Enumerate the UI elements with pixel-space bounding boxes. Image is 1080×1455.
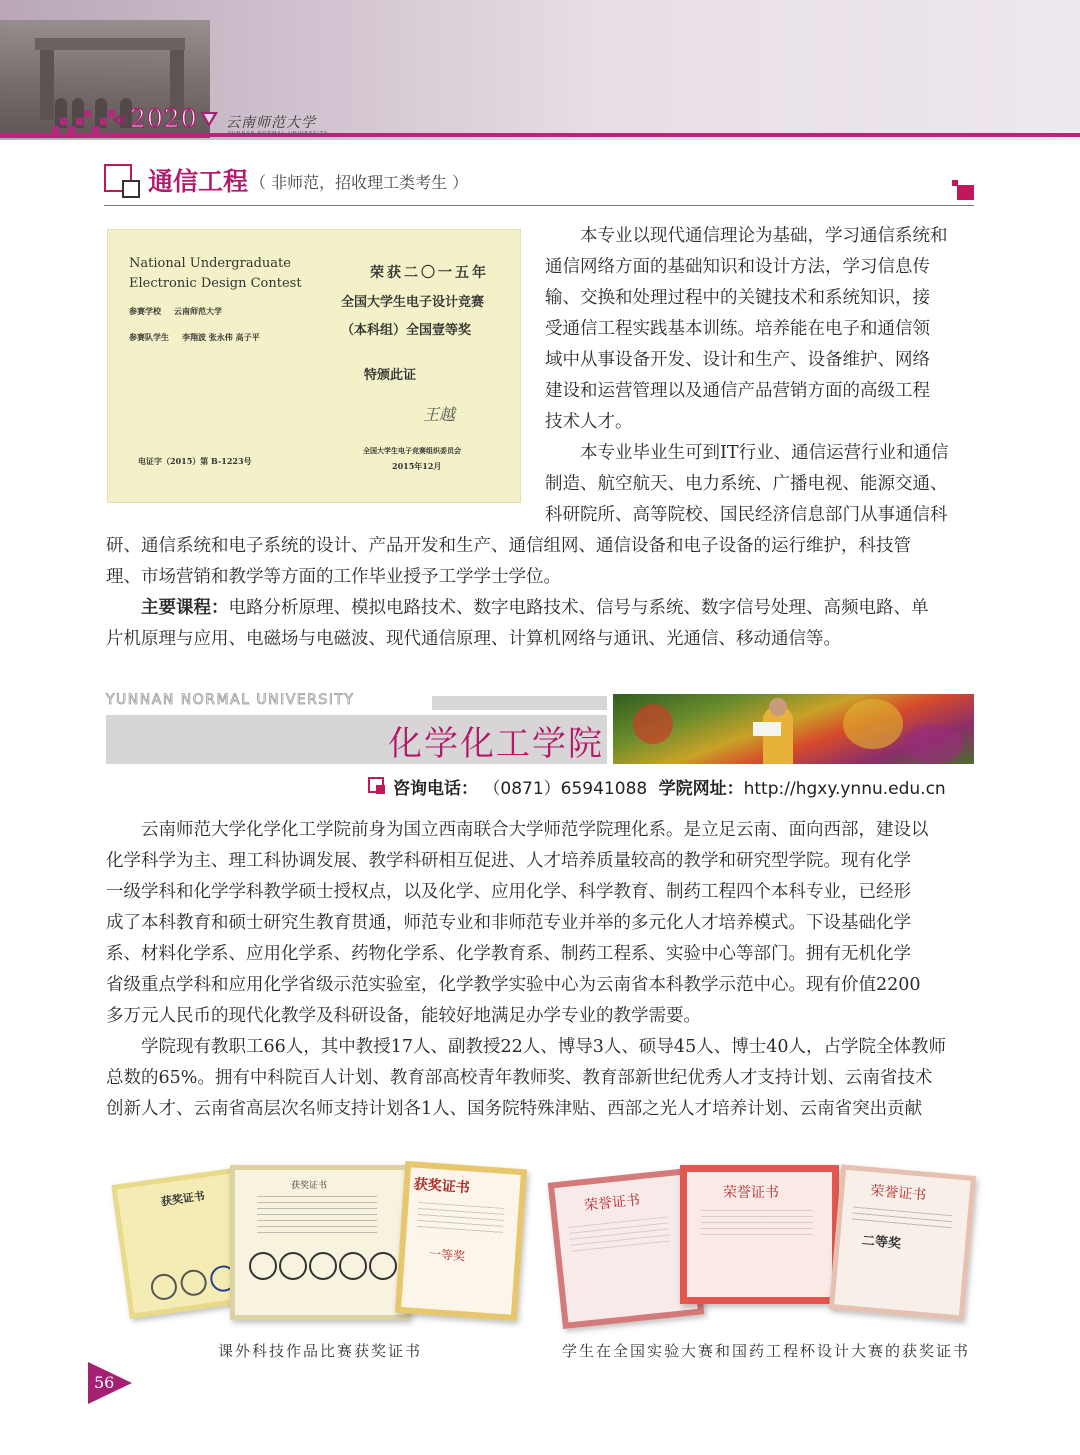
certificate-group-left: [110, 1155, 530, 1320]
para-line: 输、交换和处理过程中的关键技术和系统知识，接: [545, 288, 930, 308]
site-label: 学院网址：: [658, 779, 744, 799]
cert-school: 云南师范大学: [174, 306, 222, 316]
cert-team: 李翔波 张永伟 高子平: [182, 332, 260, 342]
cert-team-label: 参赛队学生: [129, 332, 169, 342]
major-subtitle: （ 非师范，招收理工类考生 ）: [250, 173, 469, 192]
cert-title: 获奖证书: [413, 1176, 471, 1197]
cert-title: 荣誉证书: [869, 1183, 927, 1204]
para-line: 创新人才、云南省高层次名师支持计划各1人、国务院特殊津贴、西部之光人才培养计划、云南省突出贡献: [106, 1099, 923, 1119]
para-line: 域中从事设备开发、设计和生产、设备维护、网络: [545, 350, 930, 370]
para-line: 化学科学为主、理工科协调发展、教学科研相互促进、人才培养质量较高的教学和研究型学院。现有化学: [106, 851, 911, 871]
para-line: 多万元人民币的现代化教学及科研设备，能较好地满足办学专业的教学需要。: [106, 1006, 701, 1026]
para-line: 受通信工程实践基本训练。培养能在电子和通信领: [545, 319, 930, 339]
contact-line: [393, 774, 946, 799]
university-logo-en: YUNNAN NORMAL UNIVERSITY: [228, 131, 328, 137]
para-line: 学院现有教职工66人，其中教授17人、副教授22人、博导3人、硕导45人、博士40人，占学院全体教师: [141, 1037, 946, 1057]
para-line: 成了本科教育和硕士研究生教育贯通，师范专业和非师范专业并举的多元化人才培养模式。下设基础化学: [106, 913, 911, 933]
phone-number: （0871）65941088: [483, 779, 648, 799]
university-logo: 云南师范大学: [226, 115, 316, 131]
para-line: 技术人才。: [545, 412, 633, 432]
para-line: 片机原理与应用、电磁场与电磁波、现代通信原理、计算机网络与通讯、光通信、移动通信等。: [106, 629, 841, 649]
para-line: 本专业毕业生可到IT行业、通信运营行业和通信: [580, 443, 949, 463]
contest-certificate: [107, 229, 521, 503]
cert-title: 获奖证书: [160, 1189, 206, 1209]
para-line: 系、材料化学系、应用化学系、药物化学系、化学教育系、制药工程系、实验中心等部门。拥有无机化学: [106, 944, 911, 964]
cert-award: （本科组）全国壹等奖: [341, 323, 472, 338]
cert-en-line: National Undergraduate: [129, 256, 291, 271]
cert-title: 获奖证书: [291, 1181, 328, 1191]
cert-grade: 一等奖: [428, 1246, 466, 1264]
heading-rule: [104, 205, 974, 206]
cert-title: 荣誉证书: [723, 1185, 779, 1201]
para-line: 制造、航空航天、电力系统、广播电视、能源交通、: [545, 474, 948, 494]
university-en-banner: YUNNAN NORMAL UNIVERSITY: [106, 692, 355, 708]
site-link[interactable]: http://hgxy.ynnu.edu.cn: [743, 779, 946, 799]
heading-square-icon: [957, 185, 974, 200]
cert-school-label: 参赛学校: [129, 306, 161, 316]
cert-number: 电证字（2015）第 B-1223号: [138, 456, 252, 466]
college-title: 化学化工学院: [388, 724, 604, 764]
cert-committee: 全国大学生电子竞赛组织委员会: [363, 446, 461, 455]
cert-signature: 王越: [423, 405, 456, 424]
para-line: 研、通信系统和电子系统的设计、产品开发和生产、通信组网、通信设备和电子设备的运行维护，科技管: [106, 536, 911, 556]
para-line: 一级学科和化学学科教学硕士授权点，以及化学、应用化学、科学教育、制药工程四个本科专业，已经形: [106, 882, 911, 902]
cert-title: 荣誉证书: [583, 1192, 641, 1215]
major-title: 通信工程: [148, 167, 249, 196]
para-line: 本专业以现代通信理论为基础，学习通信系统和: [580, 226, 948, 246]
caption-right: 学生在全国实验大赛和国药工程杯设计大赛的获奖证书: [562, 1342, 971, 1360]
para-line: 科研院所、高等院校、国民经济信息部门从事通信科: [545, 505, 948, 525]
certificate-group-right: [555, 1160, 975, 1325]
cert-award: 荣获二〇一五年: [370, 265, 489, 281]
para-line: 通信网络方面的基础知识和设计方法，学习信息传: [545, 257, 930, 277]
courses-label: 主要课程：: [141, 598, 229, 618]
cert-grade: 二等奖: [861, 1233, 902, 1252]
cert-date: 2015年12月: [392, 461, 442, 471]
para-line: 总数的65%。拥有中科院百人计划、教育部高校青年教师奖、教育部新世纪优秀人才支持计划、云南省技术: [106, 1068, 933, 1088]
cert-award: 全国大学生电子设计竞赛: [341, 295, 485, 310]
para-line: 理、市场营销和教学等方面的工作毕业授予工学学士学位。: [106, 567, 561, 587]
phone-label: 咨询电话：: [393, 779, 478, 799]
cert-en-line: Electronic Design Contest: [129, 276, 302, 291]
college-photo: [613, 694, 974, 764]
header-year: 2020: [130, 104, 198, 133]
cert-special: 特颁此证: [364, 368, 417, 383]
courses-text: 电路分析原理、模拟电路技术、数字电路技术、信号与系统、数字信号处理、高频电路、单: [228, 598, 929, 618]
para-line: 建设和运营管理以及通信产品营销方面的高级工程: [545, 381, 930, 401]
caption-left: 课外科技作品比赛获奖证书: [218, 1342, 423, 1360]
double-chevron-icon: «: [112, 105, 122, 133]
para-line: 云南师范大学化学化工学院前身为国立西南联合大学师范学院理化系。是立足云南、面向西部，建设以: [141, 820, 929, 840]
page-number: 56: [94, 1373, 115, 1392]
para-line: 省级重点学科和应用化学省级示范实验室，化学教学实验中心为云南省本科教学示范中心。现有价值2200: [106, 975, 921, 995]
header-rule: [0, 133, 1080, 137]
